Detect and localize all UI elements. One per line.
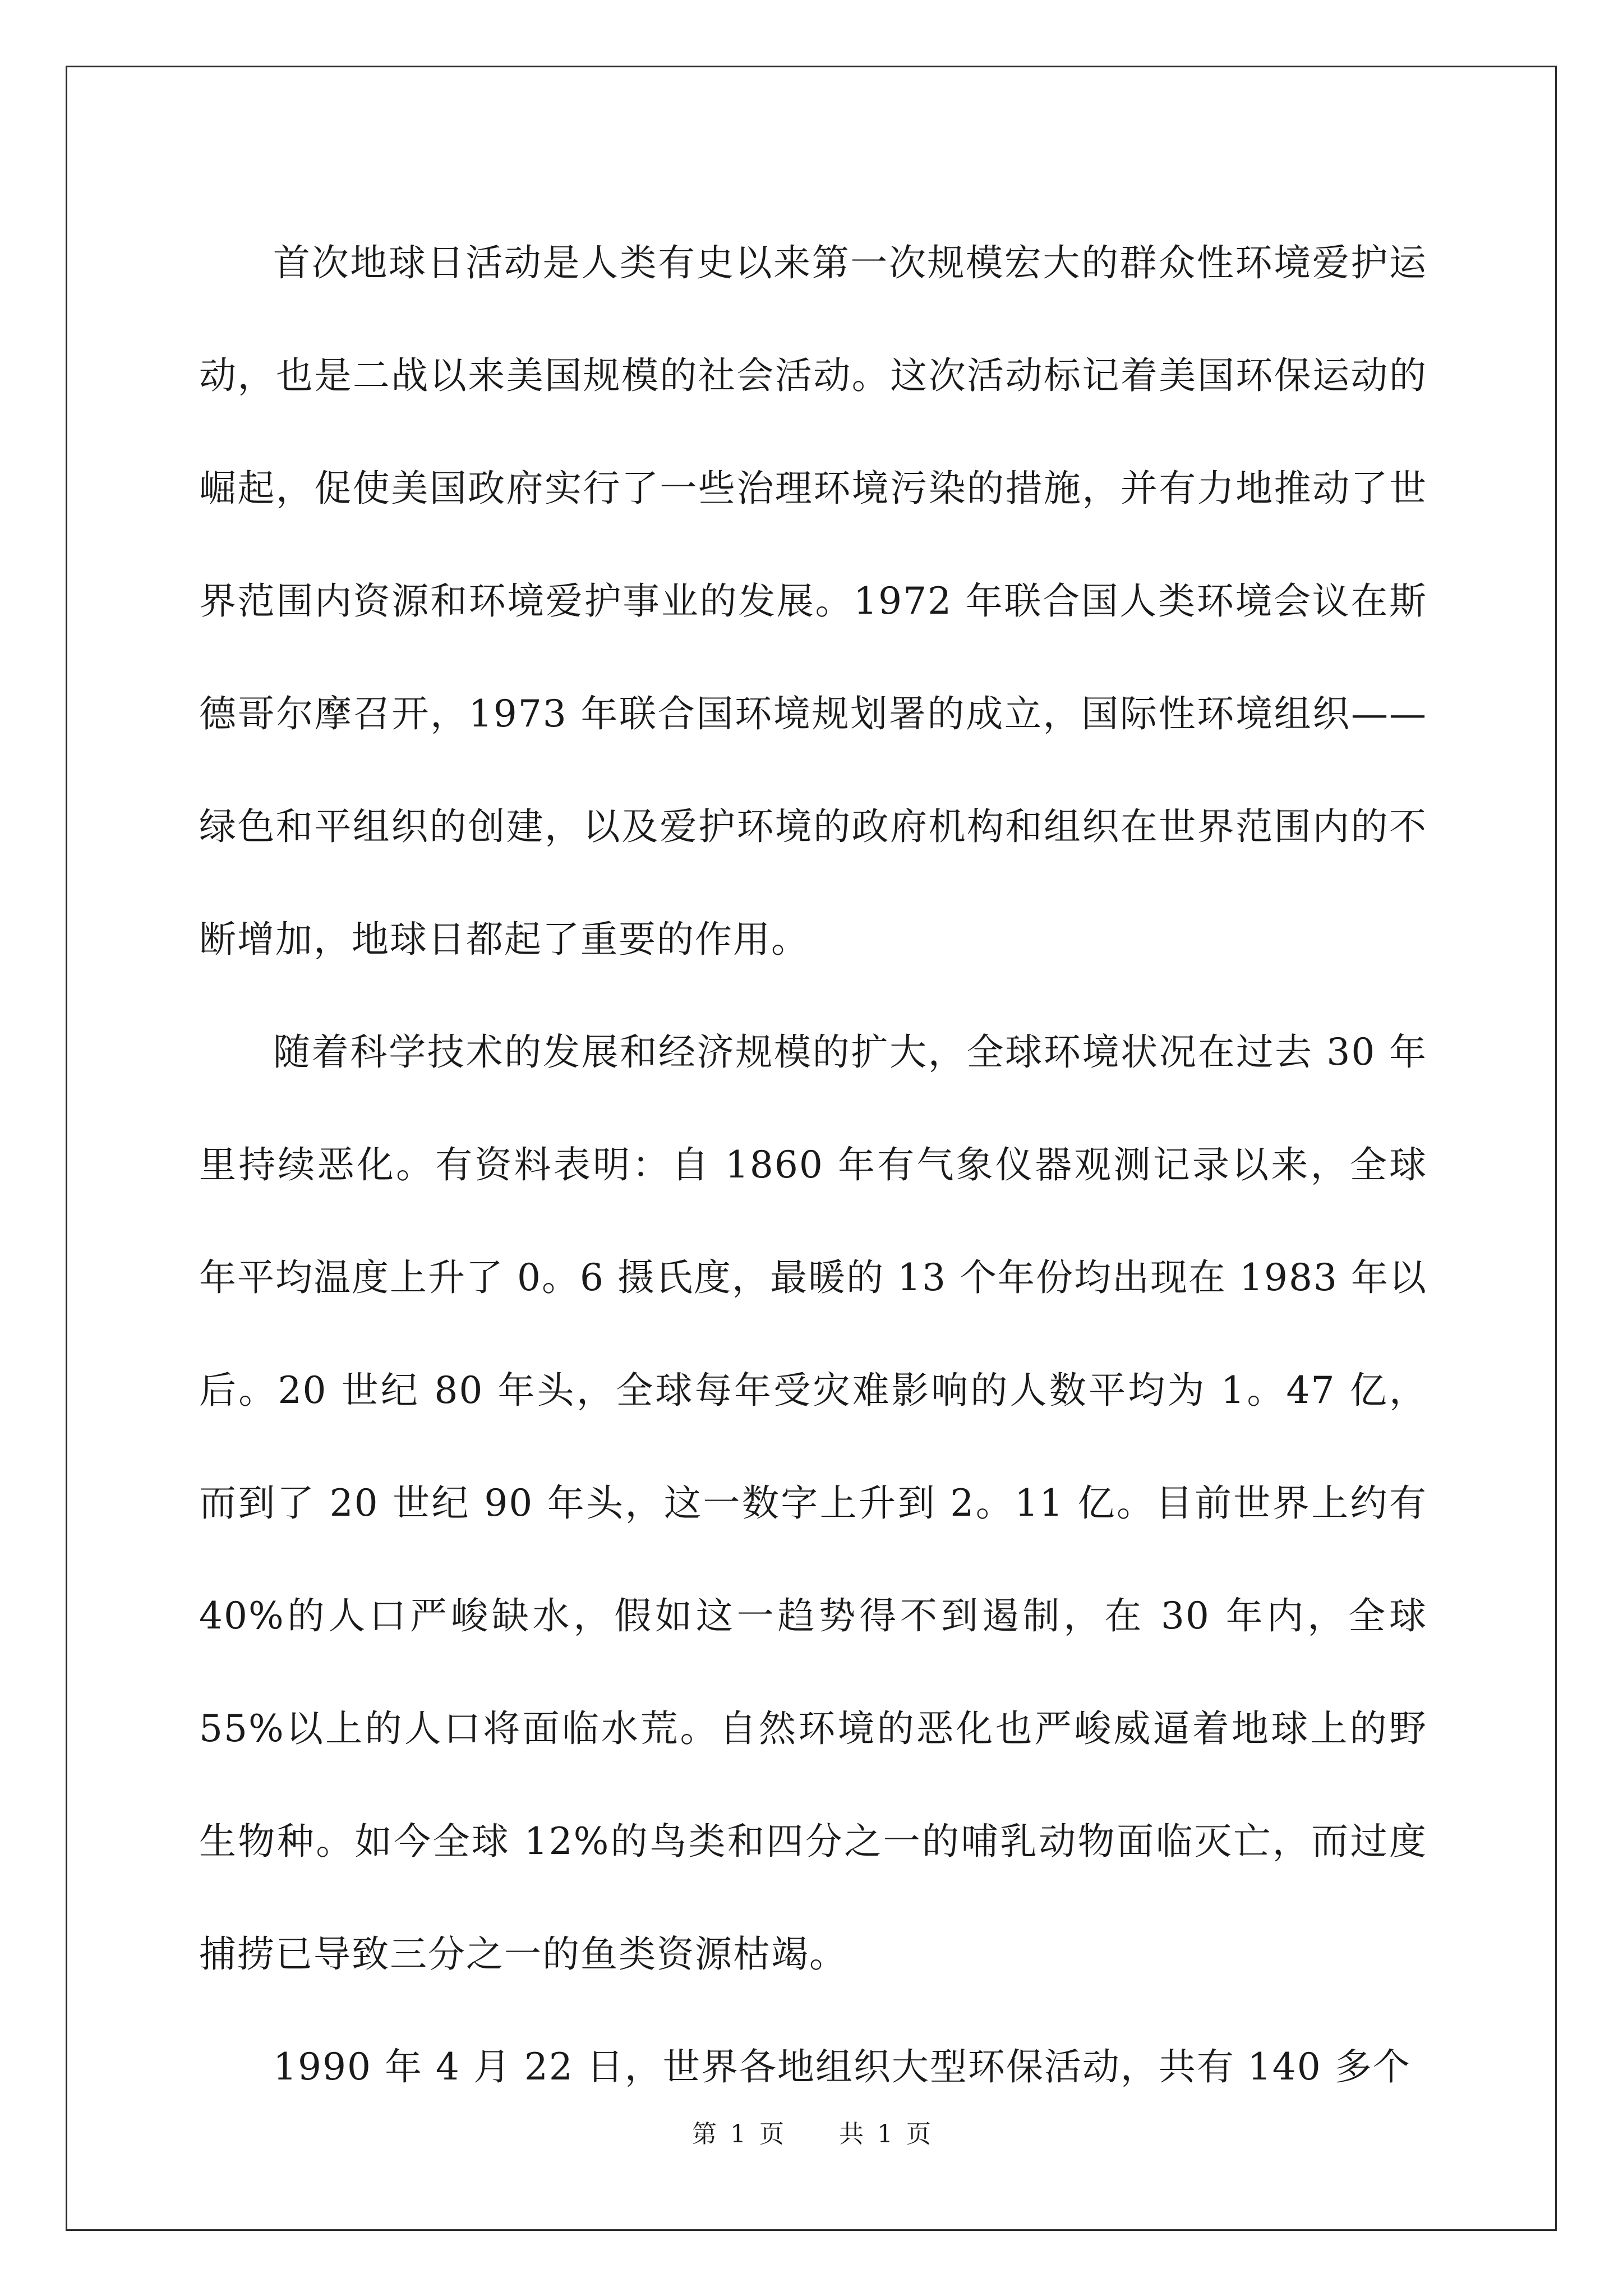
paragraph-environment-deterioration: 随着科学技术的发展和经济规模的扩大，全球环境状况在过去 30 年里持续恶化。有资料表明：自 1860 年有气象仪器观测记录以来，全球年平均温度上升了 0。6 摄氏度，最暖的 13 个年份均出现在 1983 年以后。20 世纪 80 年头，全球每年受灾难影响的人数平均为 1。47 亿，而到了 20 世纪 90 年头，这一数字上升到 2。11 亿。目前世界上约有 40%的人口严峻缺水，假如这一趋势得不到遏制，在 30 年内，全球 55%以上的人口将面临水荒。自然环境的恶化也严峻威逼着地球上的野生物种。如今全球 12%的鸟类和四分之一的哺乳动物面临灭亡，而过度捕捞已导致三分之一的鱼类资源枯竭。 <box>199 1030 1427 1976</box>
page-number: 第 1 页 <box>692 2120 784 2148</box>
document-body <box>199 206 1427 2123</box>
page-footer <box>0 2118 1623 2151</box>
page-total: 共 1 页 <box>839 2120 931 2148</box>
paragraph-earth-day-history: 首次地球日活动是人类有史以来第一次规模宏大的群众性环境爱护运动，也是二战以来美国规模的社会活动。这次活动标记着美国环保运动的崛起，促使美国政府实行了一些治理环境污染的措施，并有力地推动了世界范围内资源和环境爱护事业的发展。1972 年联合国人类环境会议在斯德哥尔摩召开，1973 年联合国环境规划署的成立，国际性环境组织——绿色和平组织的创建，以及爱护环境的政府机构和组织在世界范围内的不断增加，地球日都起了重要的作用。 <box>199 241 1427 961</box>
paragraph-1990-events: 1990 年 4 月 22 日，世界各地组织大型环保活动，共有 140 多个 <box>273 2045 1411 2088</box>
